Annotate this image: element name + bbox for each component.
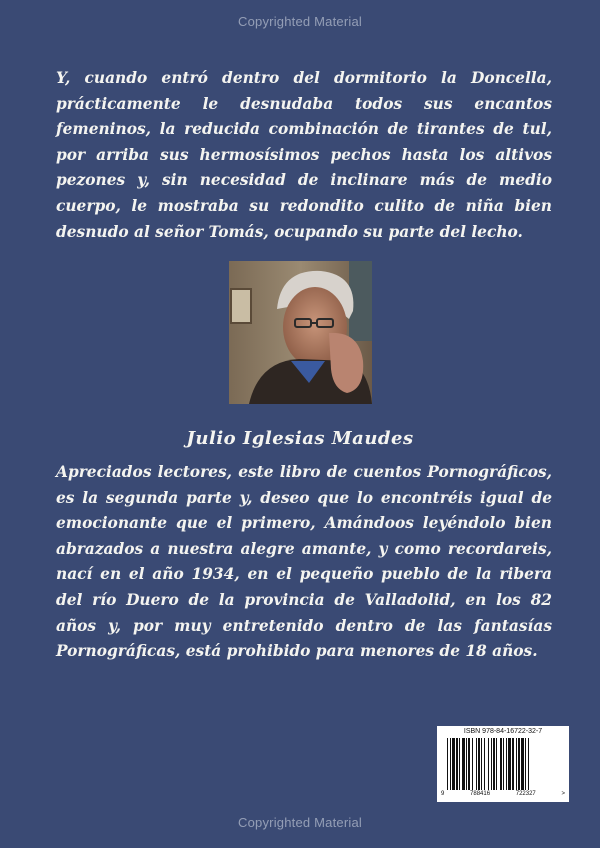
barcode-digit-trail: > (561, 791, 565, 797)
barcode-digits (441, 791, 565, 797)
isbn-number: ISBN 978-84-16722-32-7 (463, 728, 543, 735)
isbn-barcode (437, 726, 569, 802)
barcode-digit-lead: 9 (441, 791, 445, 797)
watermark-top: Copyrighted Material (238, 14, 362, 29)
author-portrait-image (229, 261, 372, 404)
author-name: Julio Iglesias Maudes (186, 428, 414, 449)
watermark-bottom: Copyrighted Material (238, 815, 362, 830)
barcode-digits-right: 722327 (515, 791, 536, 797)
author-bio: Apreciados lectores, este libro de cuentos Pornográficos, es la segunda parte y, deseo que lo encontréis igual de emocionante que el primero, Amándoos leyéndolo bien abrazados a nuestra alegre amante, y como recordareis, nací en el año 1934, en el pequeño pueblo de la ribera del río Duero de la provincia de Valladolid, en los 82 años y, por muy entretenido dentro de las fantasías Pornográficas, está prohibido para menores de 18 años. (56, 463, 552, 661)
barcode-digits-left: 788416 (470, 791, 491, 797)
author-photo (229, 261, 372, 404)
back-cover-blurb: Y, cuando entró dentro del dormitorio la Doncella, prácticamente le desnudaba todos sus encantos femeninos, la reducida combinación de tirantes de tul, por arriba sus hermosísimos pechos hasta los altivos pezones y, sin necesidad de inclinare más de medio cuerpo, le mostraba su redondito culito de niña bien desnudo al señor Tomás, ocupando su parte del lecho. (56, 69, 552, 241)
